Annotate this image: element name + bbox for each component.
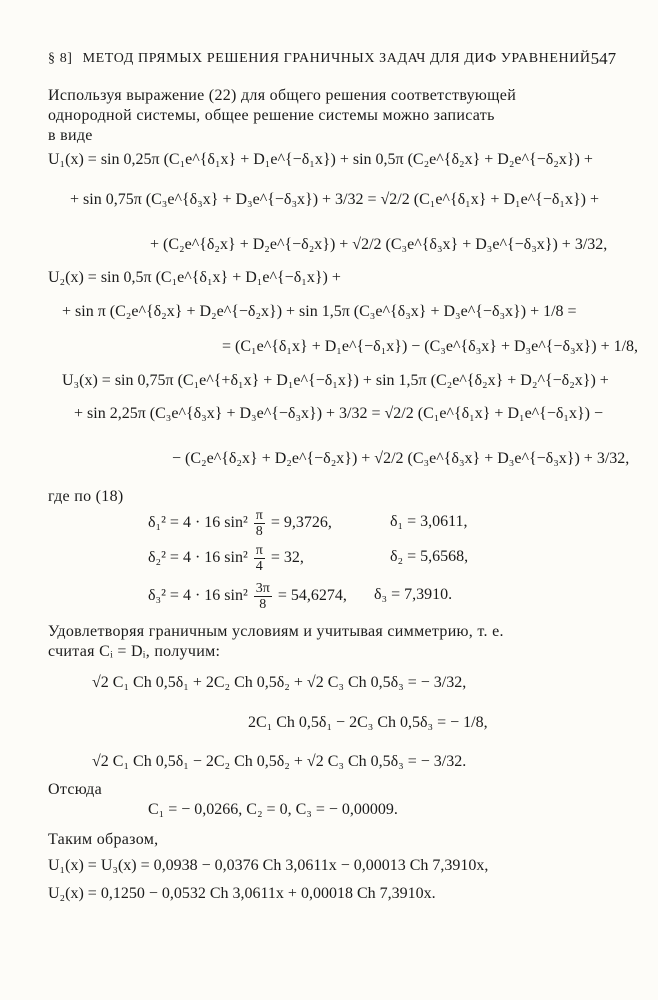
system-equation-2: 2C₁ Ch 0,5δ₁ − 2C₃ Ch 0,5δ₃ = − 1/8,	[248, 714, 488, 731]
page-number: 547	[590, 49, 617, 68]
system-equation-1: √2 C₁ Ch 0,5δ₁ + 2C₂ Ch 0,5δ₂ + √2 C₃ Ch 0,5δ₃ = − 3/32,	[92, 674, 467, 691]
constants-result: C₁ = − 0,0266, C₂ = 0, C₃ = − 0,00009.	[148, 801, 398, 818]
equation-u3-line-1: U₃(x) = sin 0,75π (C₁e^{+δ₁x} + D₁e^{−δ₁x}) + sin 1,5π (C₂e^{δ₂x} + D₂^{−δ₂x}) +	[62, 372, 609, 389]
delta-1-lhs: δ₁² = 4 · 16 sin²	[148, 514, 248, 532]
equation-u1-line-2: + sin 0,75π (C₃e^{δ₃x} + D₃e^{−δ₃x}) + 3/32 = √2/2 (C₁e^{δ₁x} + D₁e^{−δ₁x}) +	[70, 191, 600, 208]
delta-2-value: δ₂ = 5,6568,	[390, 548, 469, 565]
equation-u2-line-3: = (C₁e^{δ₁x} + D₁e^{−δ₁x}) − (C₃e^{δ₃x} + D₃e^{−δ₃x}) + 1/8,	[222, 338, 639, 355]
fraction-numerator: π	[255, 543, 263, 558]
fraction-numerator: π	[255, 508, 263, 523]
equation-u3-line-3: − (C₂e^{δ₂x} + D₂e^{−δ₂x}) + √2/2 (C₃e^{δ₃x} + D₃e^{−δ₃x}) + 3/32,	[172, 450, 630, 467]
system-equation-3: √2 C₁ Ch 0,5δ₁ − 2C₂ Ch 0,5δ₂ + √2 C₃ Ch 0,5δ₃ = − 3/32.	[92, 753, 467, 770]
delta-1-rhs: = 9,3726,	[270, 514, 332, 532]
delta-3-fraction	[254, 581, 272, 612]
equation-u2-line-1: U₂(x) = sin 0,5π (C₁e^{δ₁x} + D₁e^{−δ₁x}) +	[48, 269, 341, 286]
delta-2-fraction	[254, 543, 265, 574]
boundary-line-2: считая Cᵢ = Dᵢ, получим:	[48, 643, 221, 660]
final-solution-line-2: U₂(x) = 0,1250 − 0,0532 Ch 3,0611x + 0,00018 Ch 7,3910x.	[48, 885, 436, 902]
section-marker: § 8]	[48, 51, 73, 66]
equation-u1-line-3: + (C₂e^{δ₂x} + D₂e^{−δ₂x}) + √2/2 (C₃e^{δ₃x} + D₃e^{−δ₃x}) + 3/32,	[150, 236, 608, 253]
delta-1-value: δ₁ = 3,0611,	[390, 513, 468, 530]
equation-u2-line-2: + sin π (C₂e^{δ₂x} + D₂e^{−δ₂x}) + sin 1,5π (C₃e^{δ₃x} + D₃e^{−δ₃x}) + 1/8 =	[62, 303, 577, 320]
hence-label: Отсюда	[48, 781, 103, 798]
delta-2-lhs: δ₂² = 4 · 16 sin²	[148, 549, 248, 567]
delta-row-2	[148, 543, 304, 574]
intro-line-1: Используя выражение (22) для общего решения соответствующей	[48, 87, 517, 104]
fraction-numerator: 3π	[255, 581, 270, 596]
fraction-denominator: 4	[255, 559, 263, 574]
equation-u3-line-2: + sin 2,25π (C₃e^{δ₃x} + D₃e^{−δ₃x}) + 3/32 = √2/2 (C₁e^{δ₁x} + D₁e^{−δ₁x}) −	[74, 405, 604, 422]
delta-3-value: δ₃ = 7,3910.	[374, 586, 453, 603]
where-label: где по (18)	[48, 488, 124, 505]
delta-3-lhs: δ₃² = 4 · 16 sin²	[148, 587, 248, 605]
final-solution-line-1: U₁(x) = U₃(x) = 0,0938 − 0,0376 Ch 3,0611x − 0,00013 Ch 7,3910x,	[48, 857, 489, 874]
delta-3-rhs: = 54,6274,	[277, 587, 347, 605]
delta-row-3	[148, 581, 347, 612]
intro-line-2: однородной системы, общее решение системы можно записать	[48, 107, 495, 124]
equation-u1-line-1: U₁(x) = sin 0,25π (C₁e^{δ₁x} + D₁e^{−δ₁x}) + sin 0,5π (C₂e^{δ₂x} + D₂e^{−δ₂x}) +	[48, 151, 593, 168]
fraction-denominator: 8	[259, 597, 267, 612]
intro-line-3: в виде	[48, 127, 93, 144]
thus-label: Таким образом,	[48, 831, 159, 848]
header-title: МЕТОД ПРЯМЫХ РЕШЕНИЯ ГРАНИЧНЫХ ЗАДАЧ ДЛЯ ДИФ УРАВНЕНИЙ	[82, 51, 591, 66]
running-header	[48, 49, 617, 69]
delta-2-rhs: = 32,	[270, 549, 304, 567]
delta-row-1	[148, 508, 332, 539]
boundary-line-1: Удовлетворяя граничным условиям и учитывая симметрию, т. е.	[48, 623, 504, 640]
delta-1-fraction	[254, 508, 265, 539]
fraction-denominator: 8	[255, 524, 263, 539]
